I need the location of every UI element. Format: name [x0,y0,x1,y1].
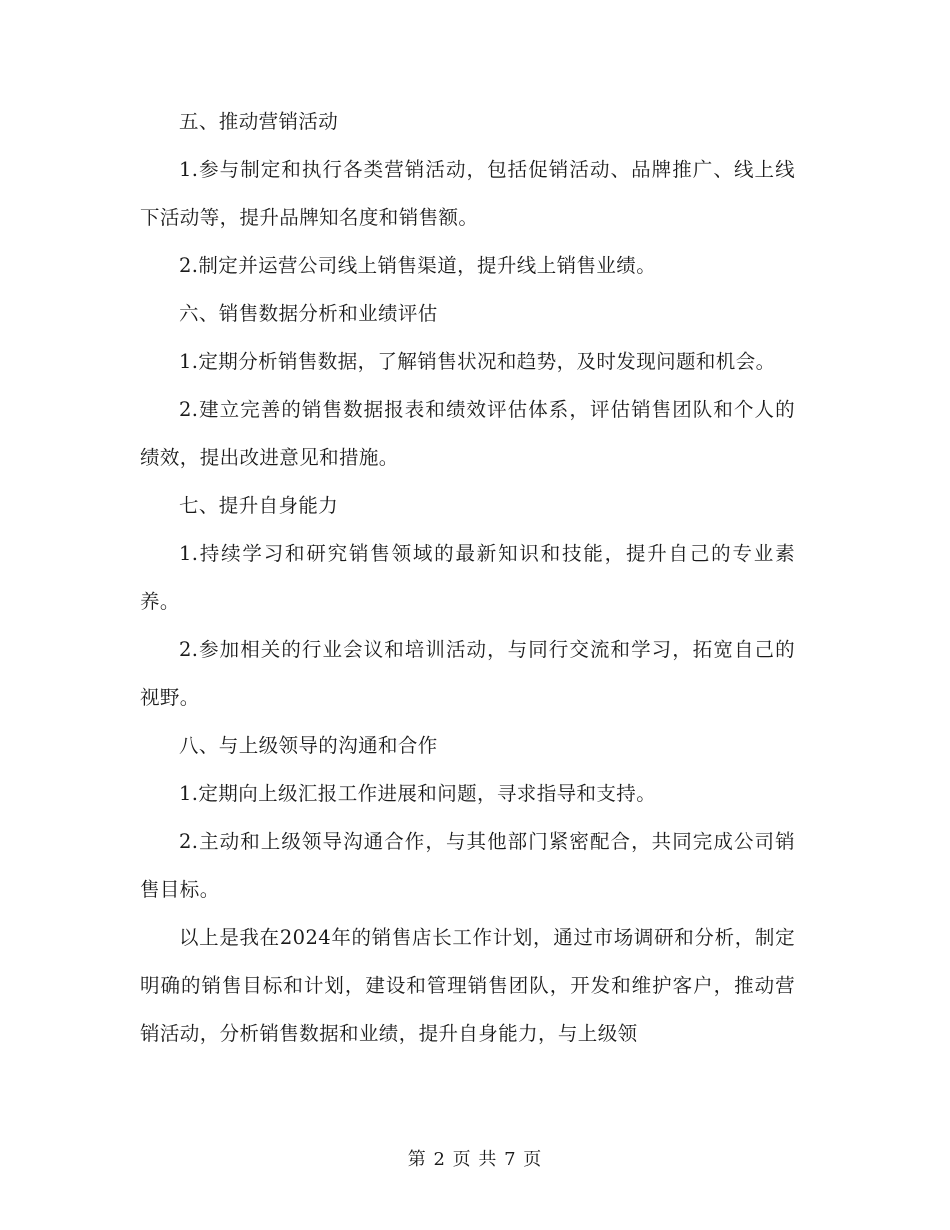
section-heading-7: 七、提升自身能力 [179,494,339,517]
section-heading-8: 八、与上级领导的沟通和合作 [179,734,438,757]
paragraph: 2.建立完善的销售数据报表和绩效评估体系，评估销售团队和个人的绩效，提出改进意见和措施。 [140,398,795,469]
paragraph: 1.定期向上级汇报工作进展和问题，寻求指导和支持。 [179,782,657,805]
paragraph: 1.定期分析销售数据，了解销售状况和趋势，及时发现问题和机会。 [179,350,776,373]
paragraph: 1.持续学习和研究销售领域的最新知识和技能，提升自己的专业素养。 [140,542,795,613]
paragraph: 2.参加相关的行业会议和培训活动，与同行交流和学习，拓宽自己的视野。 [140,638,795,709]
page-number-footer: 第 2 页 共 7 页 [407,1149,543,1170]
section-heading-5: 五、推动营销活动 [179,110,339,133]
paragraph: 1.参与制定和执行各类营销活动，包括促销活动、品牌推广、线上线下活动等，提升品牌知名度和销售额。 [140,158,795,229]
summary-paragraph: 以上是我在2024年的销售店长工作计划，通过市场调研和分析，制定明确的销售目标和计划，建设和管理销售团队，开发和维护客户，推动营销活动，分析销售数据和业绩，提升自身能力，与上级领 [140,926,795,1045]
section-heading-6: 六、销售数据分析和业绩评估 [179,302,438,325]
paragraph: 2.制定并运营公司线上销售渠道，提升线上销售业绩。 [179,254,657,277]
document-body [140,98,795,1058]
paragraph: 2.主动和上级领导沟通合作，与其他部门紧密配合，共同完成公司销售目标。 [140,830,795,901]
